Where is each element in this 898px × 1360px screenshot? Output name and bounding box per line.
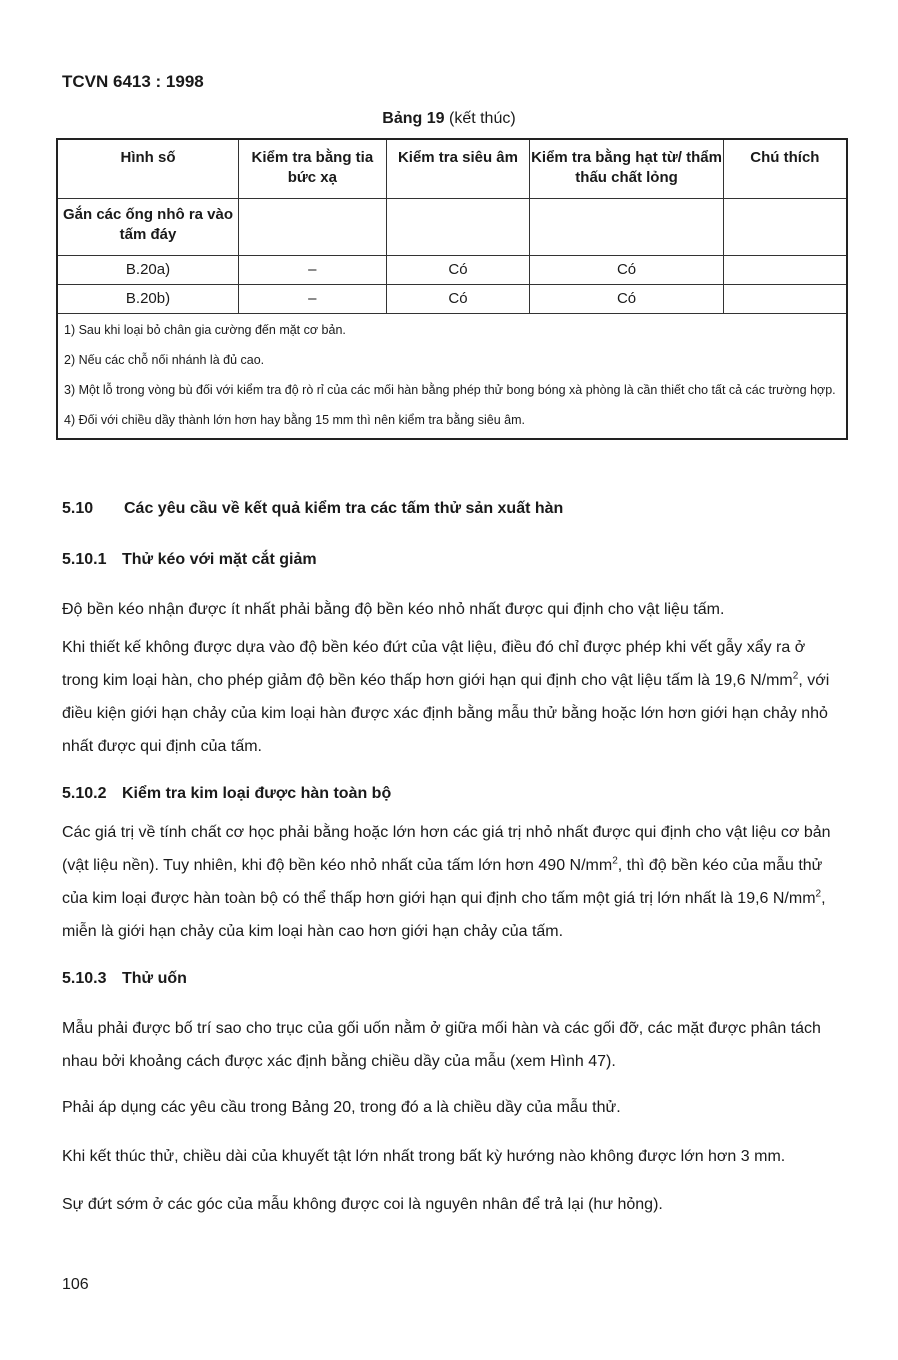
table-row [57, 285, 847, 314]
table-caption-number: Bảng 19 [382, 110, 445, 127]
header-radiographic: Kiểm tra bằng tia bức xạ [239, 139, 387, 199]
superscript: 2 [612, 855, 618, 867]
paragraph-text: Khi thiết kế không được dựa vào độ bền kéo đứt của vật liệu, điều đó chỉ được phép khi vết gẫy xẩy ra ở trong kim loại hàn, cho phép giảm độ bền kéo thấp hơn giới hạn qui định cho vật liệu tấm là 19,6 N/mm [62, 639, 806, 689]
table-header-row [57, 139, 847, 199]
section-heading-5-10-3 [62, 970, 187, 988]
table-cell: B.20b) [57, 285, 239, 314]
section-title: Thử kéo với mặt cắt giảm [122, 551, 317, 568]
table-notes-row [57, 314, 847, 440]
table-cell: Có [530, 285, 723, 314]
paragraph [62, 631, 842, 763]
table-cell [723, 256, 847, 285]
group-label: Gắn các ống nhô ra vào tấm đáy [57, 199, 239, 256]
paragraph-text: Các giá trị về tính chất cơ học phải bằng hoặc lớn hơn các giá trị nhỏ nhất được qui định cho vật liệu cơ bản (vật liệu nền). Tuy nhiên, khi độ bền kéo nhỏ nhất của tấm lớn hơn 490 N/mm [62, 824, 831, 874]
header-ultrasonic: Kiểm tra siêu âm [386, 139, 530, 199]
table-cell [239, 199, 387, 256]
table-cell: B.20a) [57, 256, 239, 285]
section-title: Thử uốn [122, 970, 187, 987]
paragraph: Mẫu phải được bố trí sao cho trục của gối uốn nằm ở giữa mối hàn và các gối đỡ, các mặt được phân tách nhau bởi khoảng cách được xác định bằng chiều dầy của mẫu (xem Hình 47). [62, 1020, 821, 1070]
section-heading-5-10-1 [62, 551, 317, 569]
paragraph-text: , miễn là giới hạn chảy của kim loại hàn cao hơn giới hạn chảy của tấm. [62, 890, 826, 940]
paragraph-text: , thì độ bền kéo của mẫu thử của kim loại được hàn toàn bộ có thể thấp hơn giới hạn qui định cho tấm một giá trị lớn nhất là 19,6 N/mm [62, 857, 823, 907]
table-notes [57, 314, 847, 440]
table-cell [723, 285, 847, 314]
table-cell [386, 199, 530, 256]
table-cell [530, 199, 723, 256]
table-cell: Có [530, 256, 723, 285]
table-note: 1) Sau khi loại bỏ chân gia cường đến mặt cơ bản. [64, 323, 346, 337]
paragraph: Phải áp dụng các yêu cầu trong Bảng 20, trong đó a là chiều dầy của mẫu thử. [62, 1099, 621, 1116]
paragraph: Sự đứt sớm ở các góc của mẫu không được coi là nguyên nhân để trả lại (hư hỏng). [62, 1196, 663, 1213]
table-row [57, 256, 847, 285]
header-magnetic-penetrant: Kiểm tra bằng hạt từ/ thẩm thấu chất lỏng [530, 139, 723, 199]
table-cell: – [239, 285, 387, 314]
table-19 [56, 138, 848, 440]
section-heading-5-10-2 [62, 785, 391, 803]
document-header: TCVN 6413 : 1998 [62, 72, 204, 91]
table-caption [0, 110, 898, 128]
table-group-row [57, 199, 847, 256]
section-number: 5.10.3 [62, 970, 107, 987]
table-caption-suffix: (kết thúc) [444, 110, 516, 127]
table-note: 2) Nếu các chỗ nối nhánh là đủ cao. [64, 353, 265, 367]
section-number: 5.10.2 [62, 785, 107, 802]
section-number: 5.10.1 [62, 551, 107, 568]
table-note: 4) Đối với chiều dầy thành lớn hơn hay bằng 15 mm thì nên kiểm tra bằng siêu âm. [64, 413, 525, 427]
section-heading-5-10 [62, 500, 563, 518]
superscript: 2 [815, 888, 822, 900]
header-figure-number: Hình số [57, 139, 239, 199]
table-cell [723, 199, 847, 256]
section-number: 5.10 [62, 500, 94, 517]
header-notes: Chú thích [723, 139, 847, 199]
paragraph [62, 816, 842, 948]
section-title: Kiểm tra kim loại được hàn toàn bộ [122, 785, 392, 802]
paragraph: Khi kết thúc thử, chiều dài của khuyết tật lớn nhất trong bất kỳ hướng nào không được lớn hơn 3 mm. [62, 1148, 786, 1165]
table-cell: – [239, 256, 387, 285]
page-number: 106 [62, 1276, 89, 1293]
table-note: 3) Một lỗ trong vòng bù đối với kiểm tra độ rò rỉ của các mối hàn bằng phép thử bong bóng xà phòng là cần thiết cho tất cả các trường hợp. [64, 383, 836, 397]
table-cell: Có [386, 285, 530, 314]
table-cell: Có [386, 256, 530, 285]
paragraph-text: , với điều kiện giới hạn chảy của kim loại hàn được xác định bằng mẫu thử bằng hoặc lớn hơn giới hạn chảy nhỏ nhất được qui định của tấm. [62, 672, 830, 755]
superscript: 2 [792, 670, 799, 682]
section-title: Các yêu cầu về kết quả kiểm tra các tấm thử sản xuất hàn [124, 500, 564, 517]
paragraph: Độ bền kéo nhận được ít nhất phải bằng độ bền kéo nhỏ nhất được qui định cho vật liệu tấm. [62, 601, 725, 618]
